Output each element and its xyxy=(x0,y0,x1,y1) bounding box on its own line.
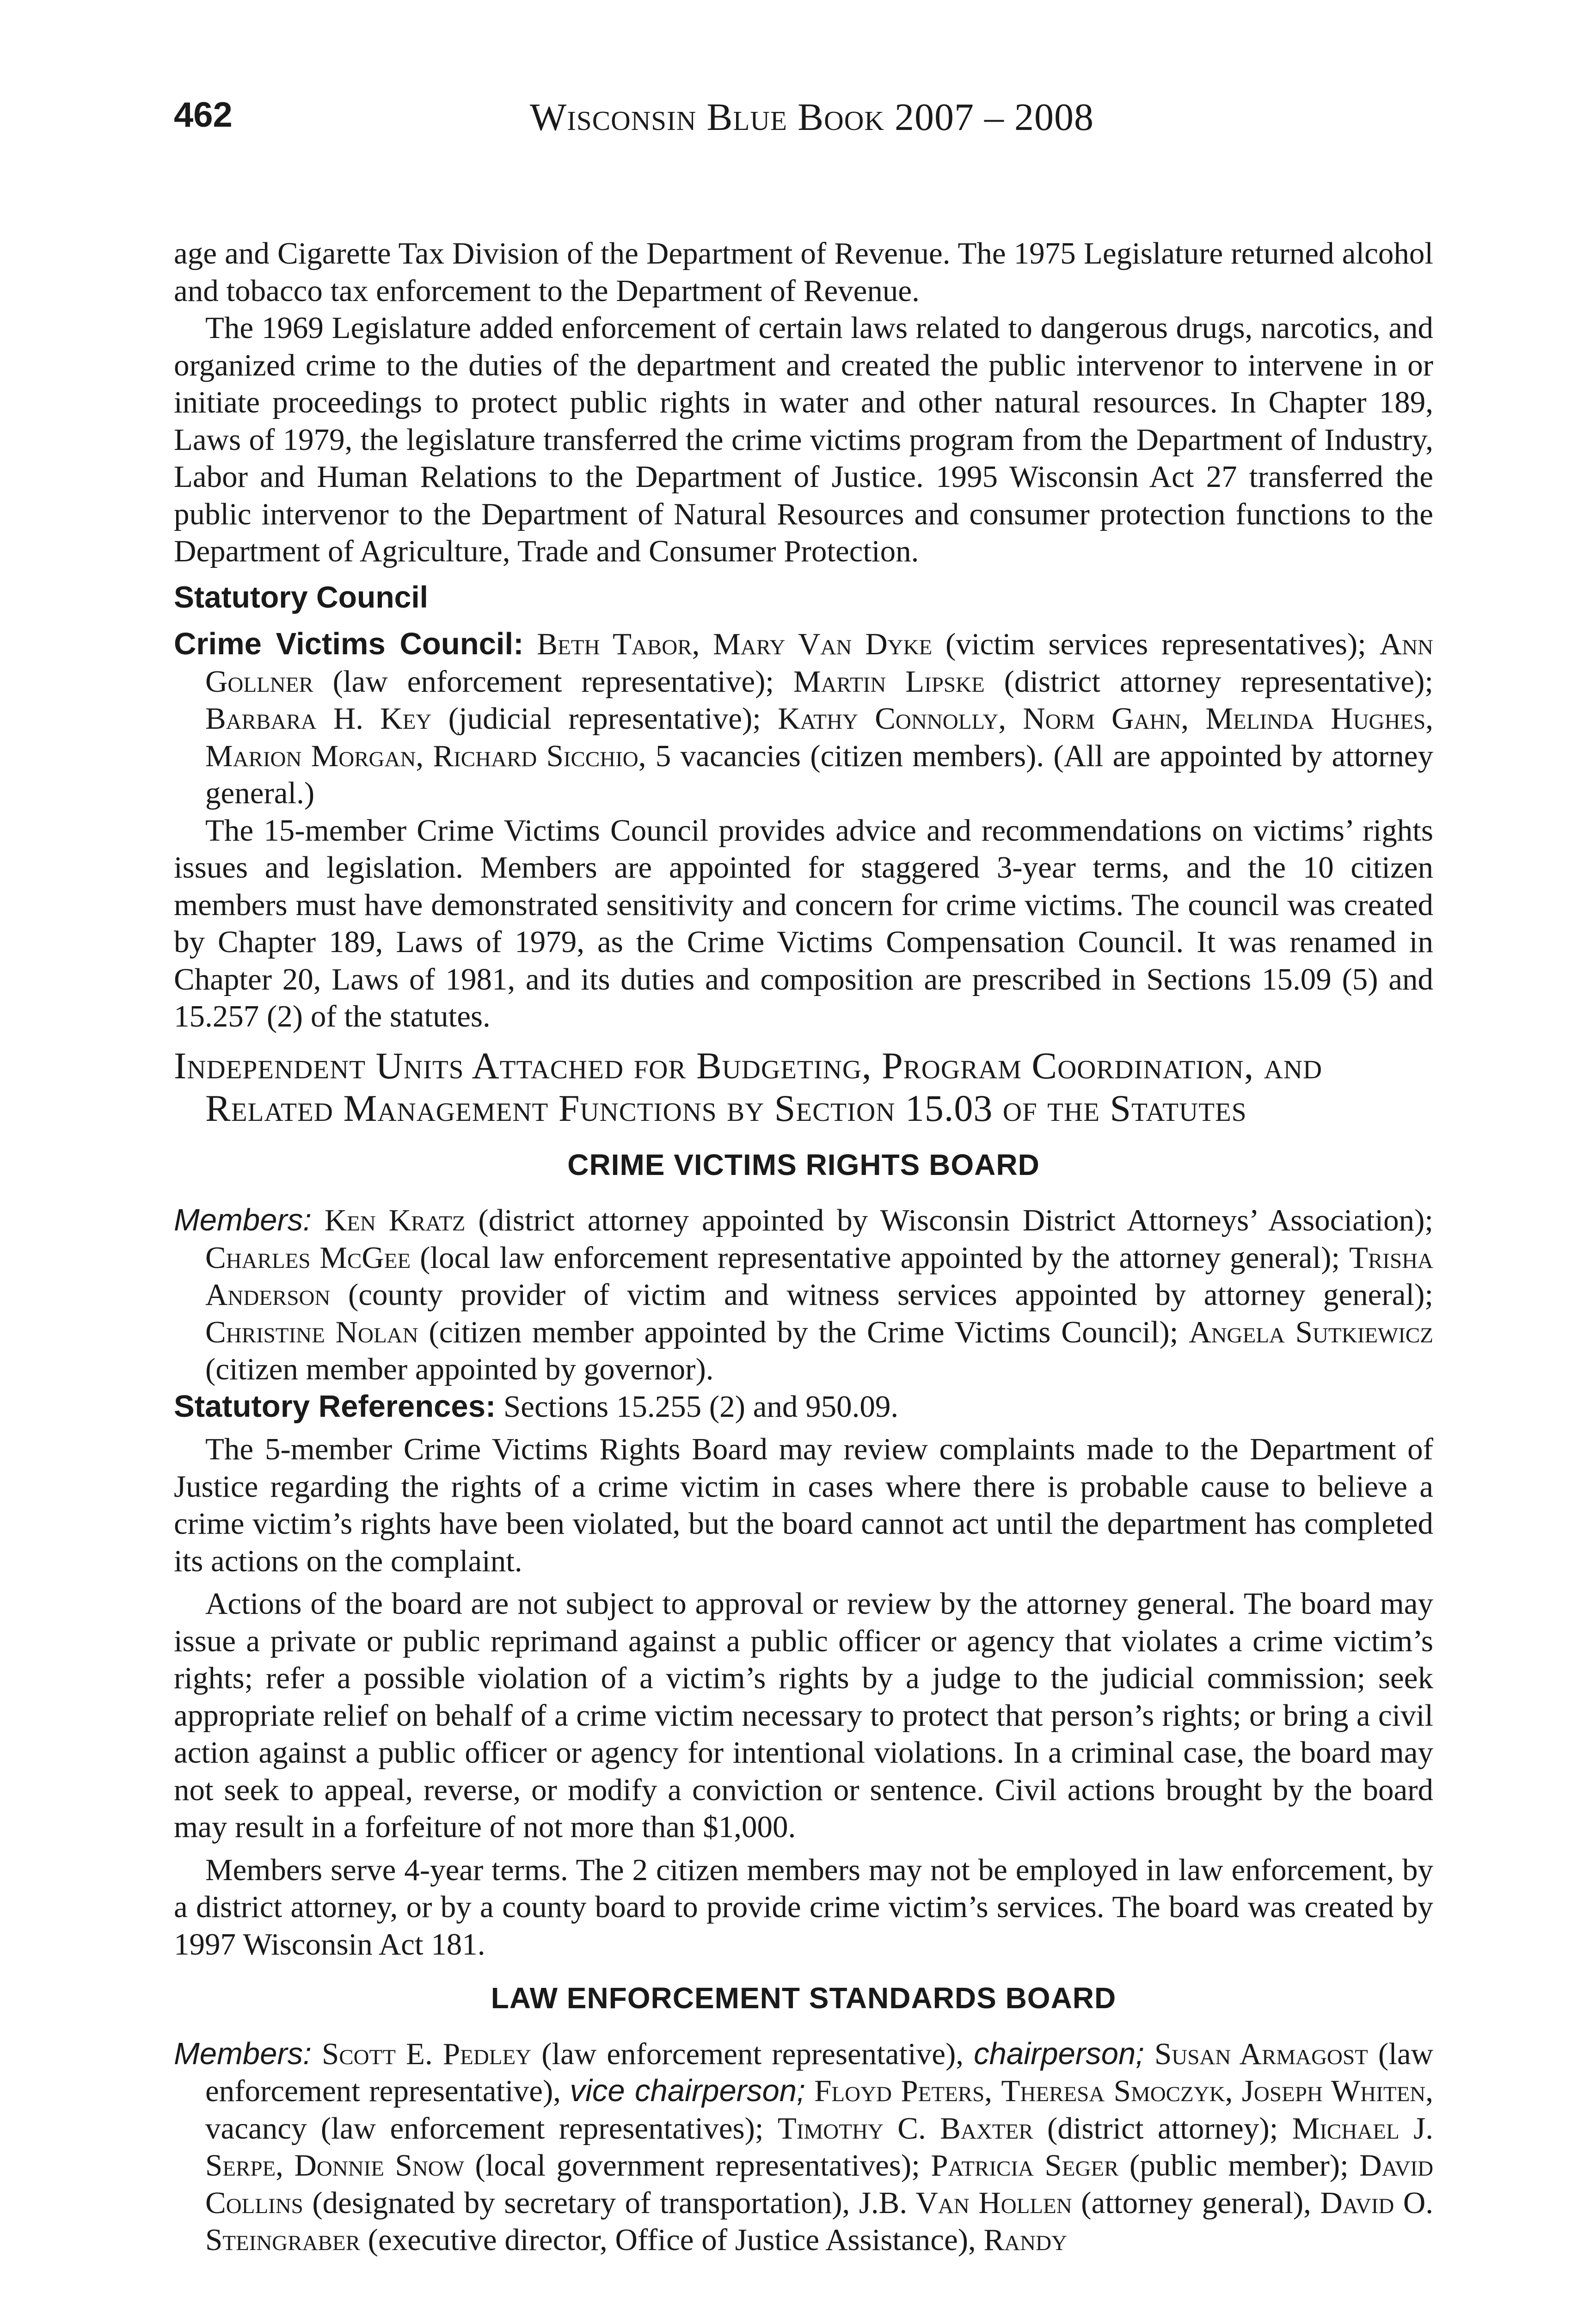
member-name: Christine Nolan xyxy=(205,1315,418,1349)
body-paragraph: Members serve 4-year terms. The 2 citizen members may not be employed in law enforcement, by a district attorney, or by a county board to provide crime victim’s services. The board was created by 1997 Wisconsin Act 181. xyxy=(174,1852,1433,1962)
member-role: , 5 vacancies (citizen members). (All are appointed by attorney general.) xyxy=(205,738,1433,810)
member-name: Michael J. Serpe xyxy=(205,2111,1434,2183)
member-name: Angela Sutkiewicz xyxy=(1189,1315,1433,1349)
references-text: Sections 15.255 (2) and 950.09. xyxy=(496,1389,899,1424)
member-name: Randy xyxy=(983,2223,1067,2257)
member-name: J.B. Van Hollen xyxy=(859,2185,1072,2220)
page-number: 462 xyxy=(174,95,233,135)
member-name: Susan Armagost xyxy=(1154,2036,1368,2071)
member-name: Marion Morgan xyxy=(205,738,416,773)
section-heading-statutory-council: Statutory Council xyxy=(174,579,429,614)
member-name: Ken Kratz xyxy=(324,1203,466,1237)
member-name: Martin Lipske xyxy=(793,664,985,699)
member-name: Richard Sicchio xyxy=(433,738,638,773)
member-name: Mary Van Dyke xyxy=(713,627,933,661)
member-role: (local law enforcement representative appointed by the attorney general); xyxy=(411,1240,1350,1275)
member-role: (law enforcement representative), xyxy=(531,2036,974,2071)
separator: , xyxy=(1225,2074,1242,2108)
member-role: (district attorney representative); xyxy=(984,664,1433,699)
member-name: Norm Gahn xyxy=(1023,701,1181,736)
member-role: (law enforcement representative); xyxy=(313,664,793,699)
members-label: Members: xyxy=(174,2036,312,2071)
member-role: (law enforcement representative), xyxy=(205,2036,1433,2108)
independent-units-heading: Independent Units Attached for Budgeting, Program Coordination, and Related Management Functions by Section 15.03 of the Statutes xyxy=(174,1044,1323,1129)
body-paragraph: Actions of the board are not subject to approval or review by the attorney general. The board may issue a private or public reprimand against a public officer or agency that violates a crime victim’s rights; refer a possible violation of a victim’s rights by a judge to the judicial commission; seek appropriate relief on behalf of a crime victim necessary to protect that person’s rights; or bring a civil action against a public officer or agency for intentional violations. In a criminal case, the board may not seek to appeal, reverse, or modify a conviction or sentence. Civil actions brought by the board may result in a forfeiture of not more than $1,000. xyxy=(174,1586,1433,1844)
separator: , xyxy=(692,627,713,661)
book-title: Wisconsin Blue Book 2007 – 2008 xyxy=(530,96,1094,139)
member-role: (executive director, Office of Justice Assistance), xyxy=(360,2223,984,2257)
law-enforcement-standards-board-members xyxy=(174,2035,1433,2259)
body-paragraph: The 15-member Crime Victims Council provides advice and recommendations on victims’ rights issues and legislation. Members are appointed for staggered 3-year terms, and the 10 citizen members must have demonstrated sensitivity and concern for crime victims. The council was created by Chapter 189, Laws of 1979, as the Crime Victims Compensation Council. It was renamed in Chapter 20, Laws of 1981, and its duties and composition are prescribed in Sections 15.09 (5) and 15.257 (2) of the statutes. xyxy=(174,813,1433,1033)
member-role: (district attorney); xyxy=(1033,2111,1292,2146)
member-name: Melinda Hughes xyxy=(1205,701,1426,736)
member-name: Patricia Seger xyxy=(931,2148,1119,2183)
member-name: David O. Steingraber xyxy=(205,2185,1433,2257)
member-role: , vacancy (law enforcement representatives); xyxy=(205,2074,1433,2146)
member-name: Theresa Smoczyk xyxy=(1001,2074,1225,2108)
page-content xyxy=(174,235,1433,2259)
crime-victims-rights-board-heading: CRIME VICTIMS RIGHTS BOARD xyxy=(567,1148,1040,1181)
member-name: Kathy Connolly xyxy=(778,701,999,736)
member-name: Barbara H. Key xyxy=(205,701,432,736)
member-office: vice chairperson; xyxy=(570,2073,805,2108)
separator xyxy=(805,2074,814,2108)
member-role: (citizen member appointed by the Crime Victims Council); xyxy=(418,1315,1189,1349)
crime-victims-council-entry xyxy=(174,626,1433,812)
body-paragraph: The 1969 Legislature added enforcement of certain laws related to dangerous drugs, narcotics, and organized crime to the duties of the department and created the public intervenor to intervene in or initiate proceedings to protect public rights in water and other natural resources. In Chapter 189, Laws of 1979, the legislature transferred the crime victims program from the Department of Industry, Labor and Human Relations to the Department of Justice. 1995 Wisconsin Act 27 transferred the public intervenor to the Department of Natural Resources and consumer protection functions to the Department of Agriculture, Trade and Consumer Protection. xyxy=(174,311,1433,568)
references-label: Statutory References: xyxy=(174,1389,496,1424)
member-name: Floyd Peters xyxy=(814,2074,985,2108)
member-name: Trisha Anderson xyxy=(205,1240,1433,1312)
member-role: (citizen member appointed by governor). xyxy=(205,1352,714,1386)
entry-label: Crime Victims Council: xyxy=(174,627,524,661)
separator xyxy=(1144,2037,1154,2071)
member-role: (county provider of victim and witness services appointed by attorney general); xyxy=(330,1278,1433,1312)
member-role: (public member); xyxy=(1118,2148,1360,2183)
member-role: (victim services representatives); xyxy=(932,627,1380,661)
member-name: Donnie Snow xyxy=(294,2148,465,2183)
members-label: Members: xyxy=(174,1203,312,1237)
separator: , xyxy=(1181,701,1206,736)
member-name: David Collins xyxy=(205,2148,1434,2220)
separator: , xyxy=(276,2148,295,2183)
member-role: (attorney general), xyxy=(1072,2185,1320,2220)
member-role: (designated by secretary of transportation), xyxy=(303,2185,859,2220)
member-name: Charles McGee xyxy=(205,1240,411,1275)
running-head xyxy=(174,95,1433,146)
member-office: chairperson; xyxy=(974,2036,1144,2071)
crime-victims-rights-board-members xyxy=(174,1202,1433,1388)
separator: , xyxy=(416,738,433,773)
separator: , xyxy=(984,2074,1001,2108)
member-name: Scott E. Pedley xyxy=(321,2036,532,2071)
member-role: (local government representatives); xyxy=(464,2148,931,2183)
member-name: Timothy C. Baxter xyxy=(777,2111,1033,2146)
member-name: Joseph Whiten xyxy=(1241,2074,1426,2108)
member-role: (district attorney appointed by Wisconsin District Attorneys’ Association); xyxy=(465,1203,1433,1237)
statutory-references xyxy=(174,1388,1433,1426)
separator: , xyxy=(1425,701,1434,736)
member-role: (judicial representative); xyxy=(431,701,778,736)
member-name: Ann Gollner xyxy=(205,627,1433,699)
separator: , xyxy=(998,701,1023,736)
law-enforcement-standards-board-heading: LAW ENFORCEMENT STANDARDS BOARD xyxy=(491,1981,1117,2015)
body-paragraph: age and Cigarette Tax Division of the Department of Revenue. The 1975 Legislature returned alcohol and tobacco tax enforcement to the Department of Revenue. xyxy=(174,236,1433,308)
body-paragraph: The 5-member Crime Victims Rights Board may review complaints made to the Department of Justice regarding the rights of a crime victim in cases where there is probable cause to believe a crime victim’s rights have been violated, but the board cannot act until the department has completed its actions on the complaint. xyxy=(174,1432,1433,1578)
member-name: Beth Tabor xyxy=(537,627,692,661)
